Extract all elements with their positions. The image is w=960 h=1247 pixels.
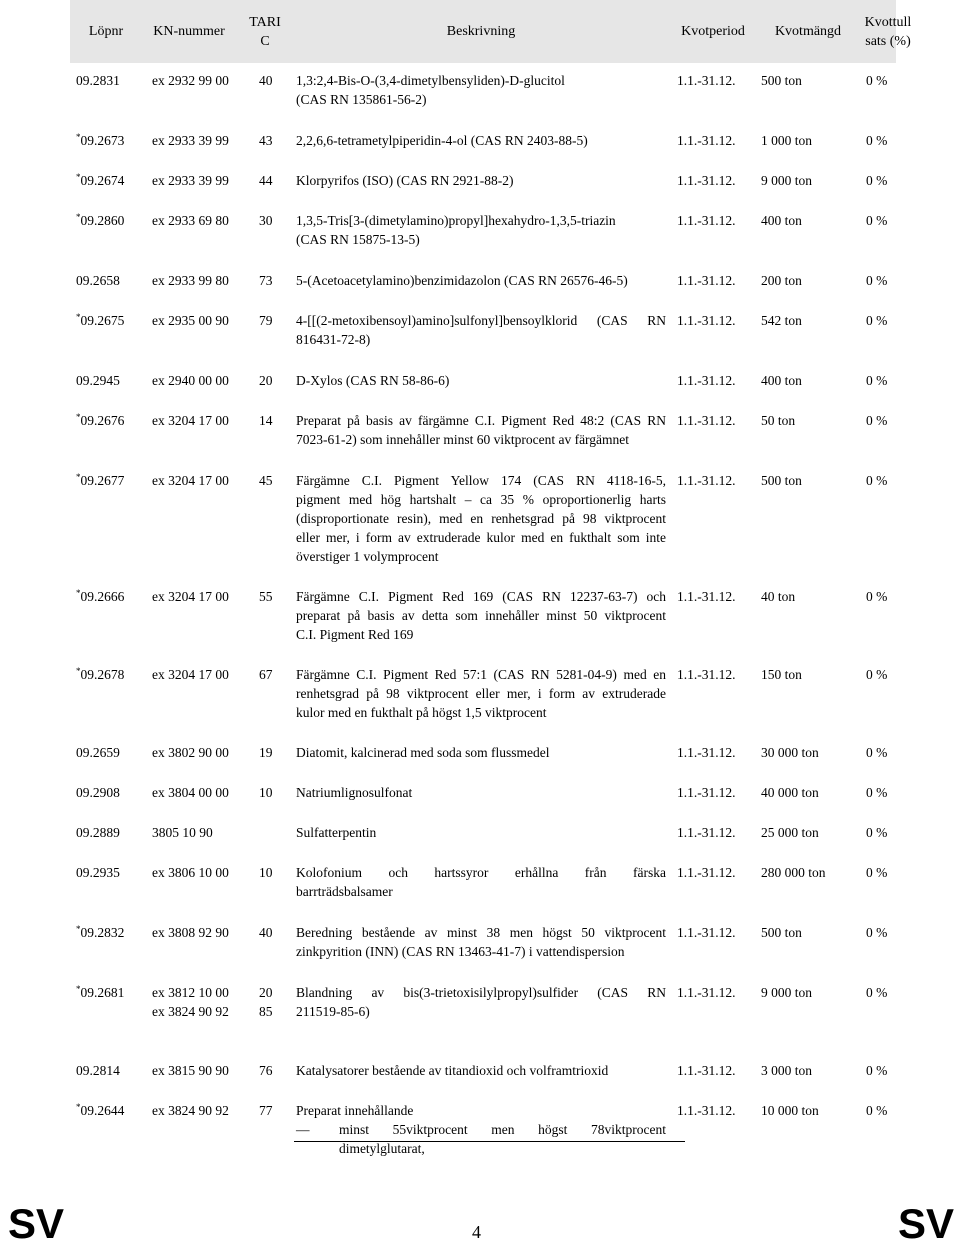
page-number: 4 — [472, 1222, 481, 1242]
lopnr-value: 09.2675 — [80, 313, 125, 328]
cell-lopnr — [76, 823, 146, 842]
cell-kn-nummer — [152, 823, 262, 842]
header-kvottullsats: Kvottull sats (%) — [864, 14, 912, 49]
description-line: (CAS RN 15875-13-5) — [296, 232, 420, 247]
cell-beskrivning — [296, 743, 666, 762]
cell-kvotmangd: 50 ton — [761, 413, 796, 428]
header-kvotperiod: Kvotperiod — [681, 24, 745, 39]
kn-code: ex 2933 69 80 — [152, 213, 229, 228]
cell-kn-nummer — [152, 923, 262, 942]
amended-marker: * — [76, 132, 81, 142]
kn-code: ex 3808 92 90 — [152, 925, 229, 940]
cell-kvotperiod: 1.1.-31.12. — [677, 825, 736, 840]
cell-kvotperiod: 1.1.-31.12. — [677, 925, 736, 940]
description-line: C.I. Pigment Red 169 — [296, 627, 414, 642]
cell-kn-nummer — [152, 71, 262, 90]
description-line: preparat på basis av detta som innehåller minst 50 viktprocent — [296, 608, 666, 623]
amended-marker: * — [76, 588, 81, 598]
cell-kvotperiod: 1.1.-31.12. — [677, 589, 736, 604]
taric-code: 85 — [259, 1004, 273, 1019]
cell-taric — [259, 471, 289, 490]
cell-kn-nummer — [152, 587, 262, 606]
description-line: Kolofonium och hartssyror erhållna från färska — [296, 865, 666, 880]
cell-kvotmangd: 3 000 ton — [761, 1063, 813, 1078]
cell-beskrivning — [296, 211, 666, 249]
kn-code: ex 2933 39 99 — [152, 173, 229, 188]
description-line: Blandning av bis(3-trietoxisilylpropyl)sulfider (CAS RN — [296, 985, 666, 1000]
lopnr-value: 09.2945 — [76, 373, 120, 388]
amended-marker: * — [76, 472, 81, 482]
cell-kvotperiod: 1.1.-31.12. — [677, 1063, 736, 1078]
cell-beskrivning — [296, 271, 666, 290]
cell-beskrivning — [296, 863, 666, 901]
lopnr-value: 09.2674 — [80, 173, 125, 188]
lopnr-value: 09.2678 — [80, 667, 125, 682]
lopnr-value: 09.2658 — [76, 273, 120, 288]
cell-lopnr — [76, 211, 146, 232]
cell-taric — [259, 1101, 289, 1120]
cell-lopnr — [76, 1061, 146, 1080]
cell-kvottullsats: 0 % — [866, 473, 888, 488]
cell-kvotperiod: 1.1.-31.12. — [677, 985, 736, 1000]
cell-beskrivning — [296, 471, 666, 566]
cell-taric — [259, 923, 289, 942]
cell-taric — [259, 371, 289, 390]
cell-kvotmangd: 10 000 ton — [761, 1103, 819, 1118]
taric-code: 45 — [259, 473, 273, 488]
cell-kvotperiod: 1.1.-31.12. — [677, 273, 736, 288]
cell-beskrivning — [296, 587, 666, 644]
cell-kvottullsats: 0 % — [866, 825, 888, 840]
taric-code: 10 — [259, 785, 273, 800]
cell-kvotmangd: 9 000 ton — [761, 173, 813, 188]
cell-lopnr — [76, 71, 146, 90]
kn-code: ex 2932 99 00 — [152, 73, 229, 88]
cell-kvotperiod: 1.1.-31.12. — [677, 1103, 736, 1118]
cell-taric — [259, 71, 289, 90]
cell-kvottullsats: 0 % — [866, 373, 888, 388]
kn-code: 3805 10 90 — [152, 825, 213, 840]
description-line: D-Xylos (CAS RN 58-86-6) — [296, 373, 450, 388]
lopnr-value: 09.2681 — [80, 985, 125, 1000]
cell-kn-nummer — [152, 311, 262, 330]
lopnr-value: 09.2666 — [80, 589, 125, 604]
amended-marker: * — [76, 172, 81, 182]
description-line: Klorpyrifos (ISO) (CAS RN 2921-88-2) — [296, 173, 514, 188]
cell-kvotmangd: 500 ton — [761, 73, 802, 88]
lopnr-value: 09.2860 — [80, 213, 125, 228]
cell-kn-nummer — [152, 471, 262, 490]
taric-code: 20 — [259, 985, 273, 1000]
cell-beskrivning — [296, 923, 666, 961]
cell-lopnr — [76, 471, 146, 492]
cell-kn-nummer — [152, 863, 262, 882]
kn-code: ex 3812 10 00 — [152, 985, 229, 1000]
description-line: 211519-85-6) — [296, 1004, 370, 1019]
cell-beskrivning — [296, 983, 666, 1021]
description-line: eller mer, i form av extruderade kulor med en fukthalt som inte — [296, 530, 666, 545]
lopnr-value: 09.2677 — [80, 473, 125, 488]
cell-taric — [259, 665, 289, 684]
amended-marker: * — [76, 212, 81, 222]
amended-marker: * — [76, 1102, 81, 1112]
kn-code: ex 3806 10 00 — [152, 865, 229, 880]
amended-marker: * — [76, 666, 81, 676]
cell-kvotperiod: 1.1.-31.12. — [677, 313, 736, 328]
cell-kvotmangd: 9 000 ton — [761, 985, 813, 1000]
cell-kvotperiod: 1.1.-31.12. — [677, 473, 736, 488]
cell-lopnr — [76, 411, 146, 432]
taric-code: 43 — [259, 133, 273, 148]
kn-code: ex 2940 00 00 — [152, 373, 229, 388]
description-line: (disproportionate resin), med en renhetsgrad på 98 viktprocent — [296, 511, 666, 526]
cell-kvotperiod: 1.1.-31.12. — [677, 745, 736, 760]
lopnr-value: 09.2889 — [76, 825, 120, 840]
kn-code: ex 3204 17 00 — [152, 667, 229, 682]
cell-kn-nummer — [152, 131, 262, 150]
description-line: (CAS RN 135861-56-2) — [296, 92, 427, 107]
lopnr-value: 09.2935 — [76, 865, 120, 880]
taric-code: 20 — [259, 373, 273, 388]
taric-code: 55 — [259, 589, 273, 604]
description-line: 4-[[(2-metoxibensoyl)amino]sulfonyl]bensoylklorid (CAS RN — [296, 313, 666, 328]
kn-code: ex 3804 00 00 — [152, 785, 229, 800]
row-underline — [294, 1141, 685, 1142]
language-code-right: SV — [898, 1200, 955, 1247]
cell-kvotperiod: 1.1.-31.12. — [677, 667, 736, 682]
cell-taric — [259, 211, 289, 230]
cell-lopnr — [76, 983, 146, 1004]
description-line: överstiger 1 volymprocent — [296, 549, 439, 564]
kn-code: ex 2933 99 80 — [152, 273, 229, 288]
cell-taric — [259, 1061, 289, 1080]
cell-taric — [259, 171, 289, 190]
taric-code: 10 — [259, 865, 273, 880]
cell-kvottullsats: 0 % — [866, 313, 888, 328]
lopnr-value: 09.2814 — [76, 1063, 120, 1078]
cell-kvotmangd: 280 000 ton — [761, 865, 826, 880]
cell-kvottullsats: 0 % — [866, 1063, 888, 1078]
cell-beskrivning — [296, 71, 666, 109]
cell-kvotperiod: 1.1.-31.12. — [677, 865, 736, 880]
amended-marker: * — [76, 412, 81, 422]
kn-code: ex 3824 90 92 — [152, 1004, 229, 1019]
description-subitem — [296, 1120, 666, 1158]
cell-kvotmangd: 500 ton — [761, 925, 802, 940]
description-line: Färgämne C.I. Pigment Red 169 (CAS RN 12237-63-7) och — [296, 589, 666, 604]
kn-code: ex 2933 39 99 — [152, 133, 229, 148]
cell-beskrivning — [296, 171, 666, 190]
description-line: Preparat innehållande — [296, 1103, 414, 1118]
cell-kvotmangd: 400 ton — [761, 213, 802, 228]
cell-kvottullsats: 0 % — [866, 413, 888, 428]
header-lopnr: Löpnr — [88, 24, 124, 39]
cell-kvottullsats: 0 % — [866, 785, 888, 800]
cell-beskrivning — [296, 783, 666, 802]
cell-kvotmangd: 30 000 ton — [761, 745, 819, 760]
description-line: Färgämne C.I. Pigment Yellow 174 (CAS RN 4118-16-5, — [296, 473, 666, 488]
cell-lopnr — [76, 665, 146, 686]
cell-kn-nummer — [152, 1061, 262, 1080]
cell-kn-nummer — [152, 171, 262, 190]
cell-kvottullsats: 0 % — [866, 985, 888, 1000]
cell-kvottullsats: 0 % — [866, 745, 888, 760]
cell-taric — [259, 131, 289, 150]
description-line: pigment med hög hartshalt – ca 35 % oproportionerlig harts — [296, 492, 666, 507]
cell-kvotmangd: 150 ton — [761, 667, 802, 682]
lopnr-value: 09.2676 — [80, 413, 125, 428]
cell-kvotmangd: 542 ton — [761, 313, 802, 328]
cell-kn-nummer — [152, 783, 262, 802]
cell-taric — [259, 983, 289, 1021]
description-line: Natriumlignosulfonat — [296, 785, 413, 800]
taric-code: 76 — [259, 1063, 273, 1078]
cell-kvotmangd: 500 ton — [761, 473, 802, 488]
language-code-left: SV — [8, 1200, 65, 1247]
taric-code: 40 — [259, 925, 273, 940]
cell-beskrivning — [296, 131, 666, 150]
cell-kvotmangd: 40 000 ton — [761, 785, 819, 800]
cell-kvotmangd: 40 ton — [761, 589, 796, 604]
description-line: Katalysatorer bestående av titandioxid och volframtrioxid — [296, 1063, 609, 1078]
cell-kvotmangd: 25 000 ton — [761, 825, 819, 840]
description-line: Färgämne C.I. Pigment Red 57:1 (CAS RN 5281-04-9) med en — [296, 667, 666, 682]
description-line: 5-(Acetoacetylamino)benzimidazolon (CAS RN 26576-46-5) — [296, 273, 628, 288]
cell-kvotperiod: 1.1.-31.12. — [677, 373, 736, 388]
description-line: renhetsgrad på 98 viktprocent eller mer, i form av extruderade — [296, 686, 666, 701]
cell-kvotmangd: 400 ton — [761, 373, 802, 388]
cell-kn-nummer — [152, 211, 262, 230]
cell-kvottullsats: 0 % — [866, 925, 888, 940]
amended-marker: * — [76, 312, 81, 322]
taric-code: 44 — [259, 173, 273, 188]
kn-code: ex 3204 17 00 — [152, 413, 229, 428]
cell-beskrivning — [296, 1101, 666, 1158]
cell-kvotperiod: 1.1.-31.12. — [677, 73, 736, 88]
lopnr-value: 09.2659 — [76, 745, 120, 760]
cell-kvotperiod: 1.1.-31.12. — [677, 785, 736, 800]
description-line: barrträdsbalsamer — [296, 884, 393, 899]
cell-kn-nummer — [152, 743, 262, 762]
kn-code: ex 3802 90 00 — [152, 745, 229, 760]
cell-lopnr — [76, 923, 146, 944]
description-line: Diatomit, kalcinerad med soda som flussmedel — [296, 745, 550, 760]
cell-lopnr — [76, 271, 146, 290]
cell-lopnr — [76, 863, 146, 882]
kn-code: ex 2935 00 90 — [152, 313, 229, 328]
cell-beskrivning — [296, 665, 666, 722]
header-kn-nummer: KN-nummer — [153, 24, 225, 39]
cell-kn-nummer — [152, 371, 262, 390]
amended-marker: * — [76, 984, 81, 994]
cell-kvottullsats: 0 % — [866, 273, 888, 288]
cell-lopnr — [76, 783, 146, 802]
kn-code: ex 3824 90 92 — [152, 1103, 229, 1118]
kn-code: ex 3204 17 00 — [152, 589, 229, 604]
cell-kn-nummer — [152, 271, 262, 290]
taric-code: 19 — [259, 745, 273, 760]
cell-lopnr — [76, 1101, 146, 1122]
taric-code: 79 — [259, 313, 273, 328]
cell-beskrivning — [296, 371, 666, 390]
taric-code: 77 — [259, 1103, 273, 1118]
cell-kvottullsats: 0 % — [866, 1103, 888, 1118]
description-line: 816431-72-8) — [296, 332, 371, 347]
cell-beskrivning — [296, 823, 666, 842]
description-line: 7023-61-2) som innehåller minst 60 viktprocent av färgämnet — [296, 432, 630, 447]
taric-code: 14 — [259, 413, 273, 428]
lopnr-value: 09.2908 — [76, 785, 120, 800]
kn-code: ex 3815 90 90 — [152, 1063, 229, 1078]
cell-lopnr — [76, 371, 146, 390]
cell-lopnr — [76, 311, 146, 332]
amended-marker: * — [76, 924, 81, 934]
cell-kvottullsats: 0 % — [866, 667, 888, 682]
cell-kn-nummer — [152, 1101, 262, 1120]
cell-taric — [259, 863, 289, 882]
cell-lopnr — [76, 131, 146, 152]
cell-kvotperiod: 1.1.-31.12. — [677, 173, 736, 188]
description-line: 1,3:2,4-Bis-O-(3,4-dimetylbensyliden)-D-glucitol — [296, 73, 565, 88]
cell-kvottullsats: 0 % — [866, 133, 888, 148]
cell-kn-nummer — [152, 665, 262, 684]
header-taric: TARI C — [249, 14, 281, 49]
cell-kvotperiod: 1.1.-31.12. — [677, 413, 736, 428]
lopnr-value: 09.2644 — [80, 1103, 125, 1118]
header-kvotmangd: Kvotmängd — [774, 24, 842, 39]
taric-code: 73 — [259, 273, 273, 288]
description-line: 2,2,6,6-tetrametylpiperidin-4-ol (CAS RN 2403-88-5) — [296, 133, 588, 148]
cell-kvotmangd: 200 ton — [761, 273, 802, 288]
description-line: zinkpyrition (INN) (CAS RN 13463-41-7) i vattendispersion — [296, 944, 625, 959]
cell-taric — [259, 783, 289, 802]
dash-bullet: — — [296, 1122, 310, 1137]
cell-kvottullsats: 0 % — [866, 589, 888, 604]
cell-kn-nummer — [152, 983, 262, 1021]
cell-kn-nummer — [152, 411, 262, 430]
cell-kvotperiod: 1.1.-31.12. — [677, 133, 736, 148]
cell-kvotperiod: 1.1.-31.12. — [677, 213, 736, 228]
kn-code: ex 3204 17 00 — [152, 473, 229, 488]
description-line: 1,3,5-Tris[3-(dimetylamino)propyl]hexahydro-1,3,5-triazin — [296, 213, 616, 228]
cell-taric — [259, 271, 289, 290]
subitem-text: minst 55viktprocent men högst 78viktprocent dimetylglutarat, — [338, 1122, 666, 1156]
cell-kvottullsats: 0 % — [866, 73, 888, 88]
description-line: Preparat på basis av färgämne C.I. Pigment Red 48:2 (CAS RN — [296, 413, 666, 428]
cell-beskrivning — [296, 411, 666, 449]
cell-lopnr — [76, 171, 146, 192]
taric-code: 40 — [259, 73, 273, 88]
cell-beskrivning — [296, 1061, 666, 1080]
taric-code: 67 — [259, 667, 273, 682]
cell-taric — [259, 311, 289, 330]
cell-taric — [259, 411, 289, 430]
cell-kvottullsats: 0 % — [866, 213, 888, 228]
cell-kvottullsats: 0 % — [866, 173, 888, 188]
cell-taric — [259, 743, 289, 762]
lopnr-value: 09.2673 — [80, 133, 125, 148]
header-beskrivning: Beskrivning — [446, 24, 516, 39]
cell-beskrivning — [296, 311, 666, 349]
lopnr-value: 09.2831 — [76, 73, 120, 88]
cell-lopnr — [76, 743, 146, 762]
taric-code: 30 — [259, 213, 273, 228]
description-line: kulor med en fukthalt på högst 1,5 viktprocent — [296, 705, 547, 720]
cell-taric — [259, 587, 289, 606]
cell-kvottullsats: 0 % — [866, 865, 888, 880]
cell-kvotmangd: 1 000 ton — [761, 133, 813, 148]
cell-lopnr — [76, 587, 146, 608]
description-line: Beredning bestående av minst 38 men högst 50 viktprocent — [296, 925, 666, 940]
description-line: Sulfatterpentin — [296, 825, 377, 840]
lopnr-value: 09.2832 — [80, 925, 125, 940]
